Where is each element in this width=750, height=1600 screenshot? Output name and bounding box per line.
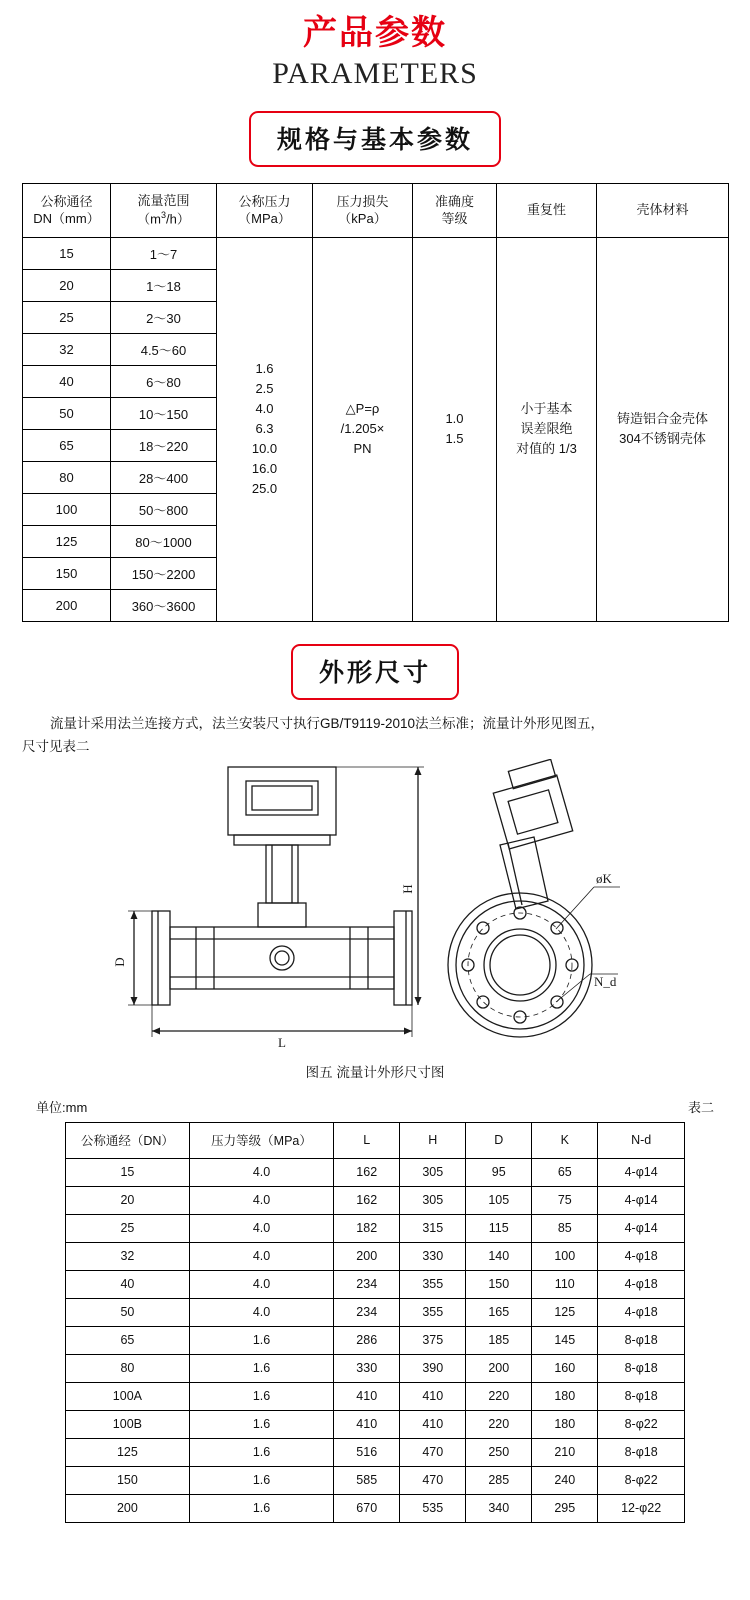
dim-cell-5: 160 — [532, 1354, 598, 1382]
dimension-figure — [0, 759, 750, 1059]
dim-cell-6: 8-φ18 — [598, 1354, 685, 1382]
dim-cell-0: 20 — [66, 1186, 190, 1214]
dim-cell-4: 140 — [466, 1242, 532, 1270]
col-header-flow-line2 — [111, 209, 216, 228]
dim-cell-2: 234 — [334, 1298, 400, 1326]
flow-unit-sup: 3 — [160, 210, 166, 221]
dim-cell-2: 410 — [334, 1410, 400, 1438]
dim-cell-4: 150 — [466, 1270, 532, 1298]
dim-cell-6: 8-φ18 — [598, 1382, 685, 1410]
dim-cell-2: 182 — [334, 1214, 400, 1242]
label-nd: N_d — [594, 973, 617, 989]
cell-dn: 25 — [23, 301, 111, 333]
dim-cell-6: 8-φ18 — [598, 1438, 685, 1466]
dim-cell-2: 516 — [334, 1438, 400, 1466]
table-row — [23, 237, 729, 269]
label-k: øK — [596, 870, 612, 886]
dim-cell-3: 330 — [400, 1242, 466, 1270]
dim-cell-2: 330 — [334, 1354, 400, 1382]
flowmeter-diagram-svg — [0, 759, 750, 1059]
dim-cell-5: 110 — [532, 1270, 598, 1298]
spec-table-body — [23, 237, 729, 621]
dim-col-header-3: H — [400, 1122, 466, 1158]
dim-cell-6: 4-φ14 — [598, 1214, 685, 1242]
table-row — [66, 1242, 685, 1270]
dim-cell-2: 585 — [334, 1466, 400, 1494]
table-row — [66, 1410, 685, 1438]
page-header — [0, 0, 750, 93]
dim-cell-2: 162 — [334, 1186, 400, 1214]
col-header-repeatability: 重复性 — [497, 183, 597, 237]
dim-cell-5: 180 — [532, 1410, 598, 1438]
dim-cell-1: 1.6 — [189, 1354, 333, 1382]
col-header-loss-line2: （kPa） — [338, 211, 387, 227]
dim-col-header-4: D — [466, 1122, 532, 1158]
dim-cell-0: 125 — [66, 1438, 190, 1466]
section1-title-wrap — [0, 111, 750, 167]
col-header-pn-line2: （MPa） — [238, 211, 291, 227]
dim-cell-6: 4-φ18 — [598, 1242, 685, 1270]
dim-col-header-1: 压力等级（MPa） — [189, 1122, 333, 1158]
col-header-nominal-pressure — [217, 183, 313, 237]
table-row — [66, 1270, 685, 1298]
dim-cell-2: 234 — [334, 1270, 400, 1298]
cell-flow: 28～400 — [111, 461, 217, 493]
cell-dn: 65 — [23, 429, 111, 461]
dim-cell-5: 100 — [532, 1242, 598, 1270]
table-row — [66, 1326, 685, 1354]
dim-cell-3: 535 — [400, 1494, 466, 1522]
col-header-accuracy — [413, 183, 497, 237]
dim-cell-6: 4-φ18 — [598, 1298, 685, 1326]
table-row — [66, 1298, 685, 1326]
dim-cell-6: 8-φ18 — [598, 1326, 685, 1354]
col-header-dn — [23, 183, 111, 237]
dim-cell-1: 4.0 — [189, 1158, 333, 1186]
flow-unit-pre: （m — [137, 211, 161, 227]
dim-cell-5: 75 — [532, 1186, 598, 1214]
dim-cell-1: 4.0 — [189, 1186, 333, 1214]
dim-cell-1: 1.6 — [189, 1382, 333, 1410]
dimension-note — [0, 712, 750, 759]
col-header-dn-line1: 公称通径 — [40, 193, 93, 209]
dim-cell-1: 1.6 — [189, 1410, 333, 1438]
col-header-loss-line1: 压力损失 — [336, 193, 389, 209]
dim-cell-1: 4.0 — [189, 1242, 333, 1270]
dim-cell-0: 200 — [66, 1494, 190, 1522]
dim-cell-1: 1.6 — [189, 1466, 333, 1494]
units-row — [0, 1097, 750, 1116]
table-row — [66, 1466, 685, 1494]
dim-cell-4: 220 — [466, 1382, 532, 1410]
dim-cell-1: 1.6 — [189, 1494, 333, 1522]
section1-title: 规格与基本参数 — [249, 111, 501, 167]
dim-cell-0: 100A — [66, 1382, 190, 1410]
dim-cell-3: 355 — [400, 1298, 466, 1326]
dimension-table-body — [66, 1158, 685, 1522]
dim-cell-3: 355 — [400, 1270, 466, 1298]
dim-col-header-0: 公称通经（DN） — [66, 1122, 190, 1158]
dim-cell-4: 105 — [466, 1186, 532, 1214]
cell-flow: 80～1000 — [111, 525, 217, 557]
dim-cell-1: 4.0 — [189, 1270, 333, 1298]
dim-cell-2: 286 — [334, 1326, 400, 1354]
dim-cell-6: 12-φ22 — [598, 1494, 685, 1522]
units-label: 单位:mm — [36, 1099, 88, 1115]
dim-cell-2: 670 — [334, 1494, 400, 1522]
cell-dn: 80 — [23, 461, 111, 493]
dim-cell-3: 470 — [400, 1438, 466, 1466]
dim-cell-4: 115 — [466, 1214, 532, 1242]
dim-cell-5: 240 — [532, 1466, 598, 1494]
cell-dn: 50 — [23, 397, 111, 429]
dim-cell-1: 1.6 — [189, 1438, 333, 1466]
table-row — [66, 1438, 685, 1466]
table-row — [66, 1214, 685, 1242]
dim-cell-3: 305 — [400, 1186, 466, 1214]
dim-cell-4: 165 — [466, 1298, 532, 1326]
cell-nominal-pressure: 1.6 2.5 4.0 6.3 10.0 16.0 25.0 — [217, 237, 313, 621]
dim-cell-1: 4.0 — [189, 1298, 333, 1326]
dim-cell-3: 410 — [400, 1382, 466, 1410]
dim-cell-0: 15 — [66, 1158, 190, 1186]
label-l: L — [278, 1034, 286, 1050]
dim-cell-0: 65 — [66, 1326, 190, 1354]
dim-cell-1: 1.6 — [189, 1326, 333, 1354]
cell-pressure-loss: △P=ρ /1.205× PN — [313, 237, 413, 621]
table-row — [66, 1354, 685, 1382]
dim-cell-6: 8-φ22 — [598, 1466, 685, 1494]
dim-cell-2: 410 — [334, 1382, 400, 1410]
spec-table-wrap — [0, 183, 750, 622]
table-row — [66, 1494, 685, 1522]
page-title-en: PARAMETERS — [272, 57, 478, 91]
section2-title-wrap — [0, 644, 750, 700]
col-header-acc-line2: 等级 — [441, 211, 468, 227]
dim-cell-6: 4-φ14 — [598, 1158, 685, 1186]
table-row — [66, 1158, 685, 1186]
section2-title: 外形尺寸 — [291, 644, 459, 700]
col-header-pn-line1: 公称压力 — [238, 193, 291, 209]
cell-dn: 15 — [23, 237, 111, 269]
dim-cell-0: 32 — [66, 1242, 190, 1270]
dim-cell-6: 8-φ22 — [598, 1410, 685, 1438]
cell-dn: 150 — [23, 557, 111, 589]
table-row — [66, 1382, 685, 1410]
cell-dn: 125 — [23, 525, 111, 557]
dim-cell-5: 295 — [532, 1494, 598, 1522]
dim-col-header-5: K — [532, 1122, 598, 1158]
dimension-note-line1: 流量计采用法兰连接方式，法兰安装尺寸执行GB/T9119-2010法兰标准；流量计外形见图五， — [50, 715, 605, 731]
dim-cell-5: 180 — [532, 1382, 598, 1410]
dim-cell-0: 25 — [66, 1214, 190, 1242]
dim-cell-6: 4-φ14 — [598, 1186, 685, 1214]
col-header-dn-line2: DN（mm） — [33, 211, 100, 227]
dim-cell-5: 65 — [532, 1158, 598, 1186]
dim-cell-5: 210 — [532, 1438, 598, 1466]
cell-repeatability: 小于基本 误差限绝 对值的 1/3 — [497, 237, 597, 621]
cell-flow: 18～220 — [111, 429, 217, 461]
cell-flow: 150～2200 — [111, 557, 217, 589]
cell-flow: 10～150 — [111, 397, 217, 429]
col-header-acc-line1: 准确度 — [434, 193, 474, 209]
cell-dn: 20 — [23, 269, 111, 301]
dimension-table — [65, 1122, 685, 1523]
dim-cell-0: 80 — [66, 1354, 190, 1382]
table-label: 表二 — [687, 1099, 714, 1115]
cell-flow: 1～7 — [111, 237, 217, 269]
dim-cell-0: 50 — [66, 1298, 190, 1326]
flow-unit-post: /h） — [166, 211, 190, 227]
cell-dn: 200 — [23, 589, 111, 621]
cell-shell-material: 铸造铝合金壳体 304不锈钢壳体 — [597, 237, 729, 621]
cell-flow: 2～30 — [111, 301, 217, 333]
spec-table-header-row — [23, 183, 729, 237]
cell-dn: 32 — [23, 333, 111, 365]
cell-flow: 360～3600 — [111, 589, 217, 621]
dim-cell-3: 470 — [400, 1466, 466, 1494]
page-title-cn: 产品参数 — [303, 14, 447, 52]
dim-cell-5: 85 — [532, 1214, 598, 1242]
cell-dn: 40 — [23, 365, 111, 397]
dim-cell-3: 315 — [400, 1214, 466, 1242]
dim-cell-4: 250 — [466, 1438, 532, 1466]
dim-cell-4: 200 — [466, 1354, 532, 1382]
cell-dn: 100 — [23, 493, 111, 525]
col-header-pressure-loss — [313, 183, 413, 237]
dim-cell-2: 200 — [334, 1242, 400, 1270]
dim-cell-2: 162 — [334, 1158, 400, 1186]
dim-cell-0: 150 — [66, 1466, 190, 1494]
dim-cell-0: 100B — [66, 1410, 190, 1438]
label-d: D — [112, 957, 127, 967]
dim-cell-4: 95 — [466, 1158, 532, 1186]
dim-cell-4: 220 — [466, 1410, 532, 1438]
dim-cell-3: 305 — [400, 1158, 466, 1186]
cell-flow: 6～80 — [111, 365, 217, 397]
dim-col-header-6: N-d — [598, 1122, 685, 1158]
dim-cell-6: 4-φ18 — [598, 1270, 685, 1298]
dim-cell-3: 375 — [400, 1326, 466, 1354]
dim-cell-3: 390 — [400, 1354, 466, 1382]
dim-cell-4: 285 — [466, 1466, 532, 1494]
dim-cell-0: 40 — [66, 1270, 190, 1298]
col-header-flow-line1: 流量范围 — [137, 192, 190, 208]
cell-accuracy: 1.0 1.5 — [413, 237, 497, 621]
figure-caption: 图五 流量计外形尺寸图 — [305, 1064, 445, 1080]
dim-col-header-2: L — [334, 1122, 400, 1158]
cell-flow: 50～800 — [111, 493, 217, 525]
table-row — [66, 1186, 685, 1214]
dim-cell-5: 125 — [532, 1298, 598, 1326]
dim-cell-3: 410 — [400, 1410, 466, 1438]
dim-cell-1: 4.0 — [189, 1214, 333, 1242]
col-header-flow — [111, 183, 217, 237]
label-h: H — [400, 884, 415, 894]
dim-cell-5: 145 — [532, 1326, 598, 1354]
dim-cell-4: 340 — [466, 1494, 532, 1522]
cell-flow: 4.5～60 — [111, 333, 217, 365]
dimension-table-header-row — [66, 1122, 685, 1158]
cell-flow: 1～18 — [111, 269, 217, 301]
dimension-note-line2: 尺寸见表二 — [22, 739, 90, 755]
spec-table — [22, 183, 729, 622]
col-header-shell-material: 壳体材料 — [597, 183, 729, 237]
dim-cell-4: 185 — [466, 1326, 532, 1354]
